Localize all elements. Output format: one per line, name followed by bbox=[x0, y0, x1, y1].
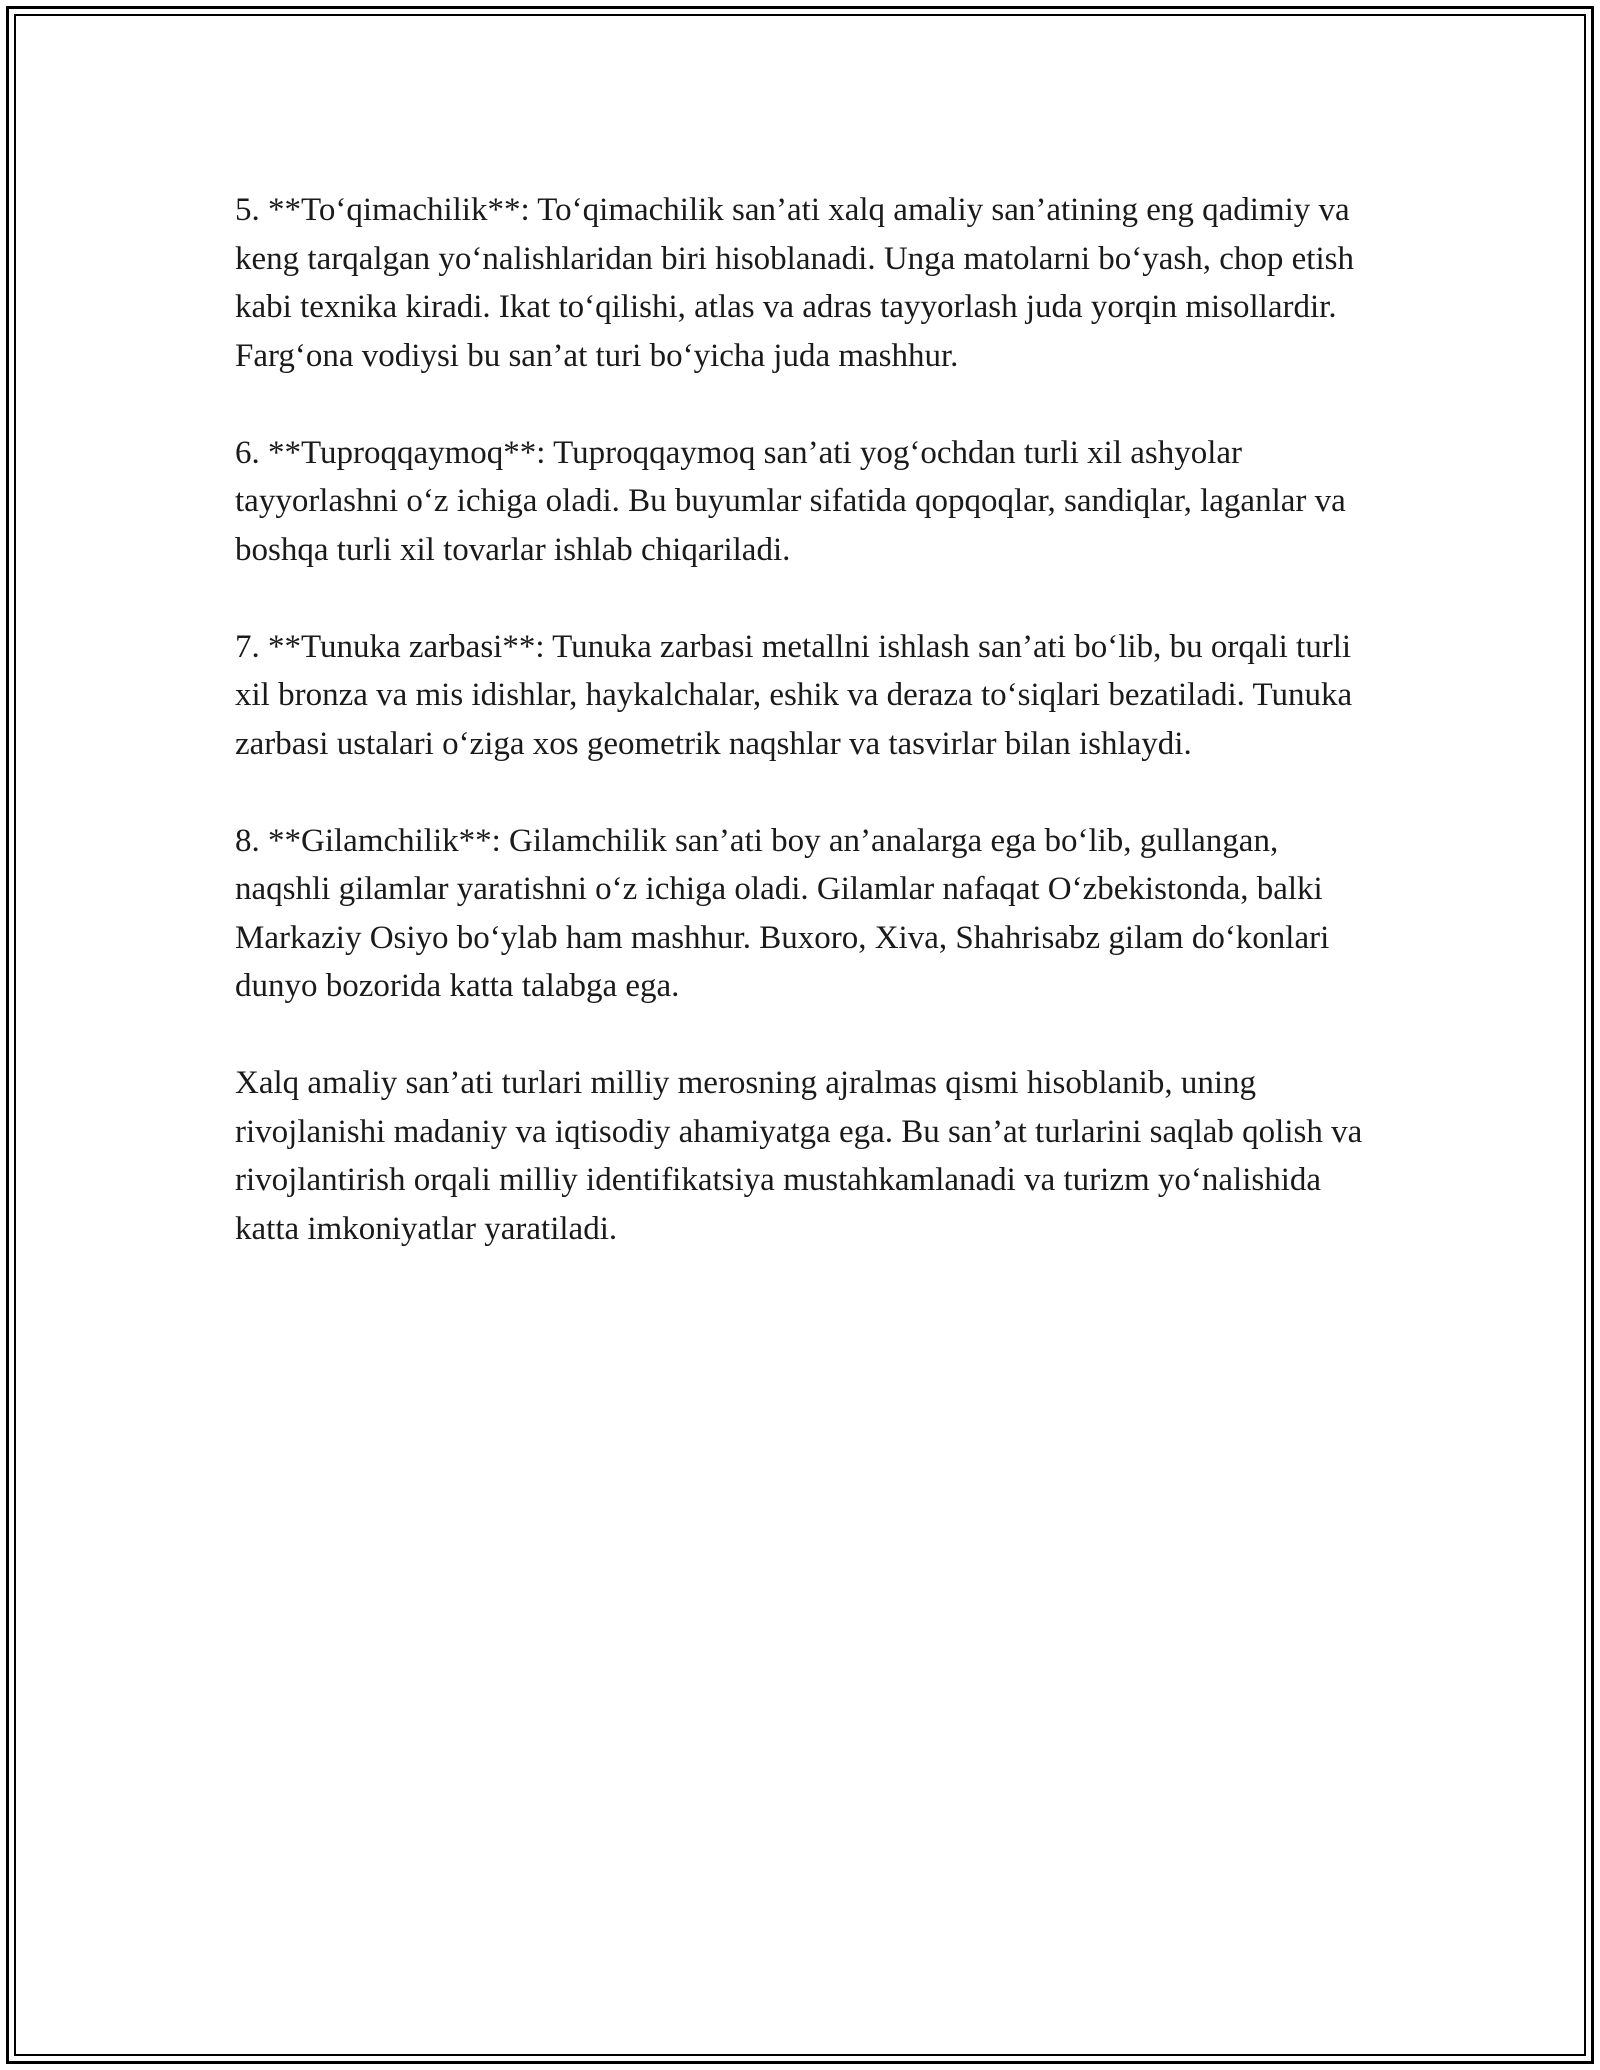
paragraph-carpet-weaving: 8. **Gilamchilik**: Gilamchilik san’ati boy an’analarga ega bo‘lib, gullangan, naqshli gilamlar yaratishni o‘z ichiga oladi. Gilamlar nafaqat O‘zbekistonda, balki Markaziy Osiyo bo‘ylab ham mashhur. Buxoro, Xiva, Shahrisabz gilam do‘konlari dunyo bozorida katta talabga ega. bbox=[235, 822, 1330, 1004]
paragraph-woodwork: 6. **Tuproqqaymoq**: Tuproqqaymoq san’ati yog‘ochdan turli xil ashyolar tayyorlashni o‘z ichiga oladi. Bu buyumlar sifatida qopqoqlar, sandiqlar, laganlar va boshqa turli xil tovarlar ishlab chiqariladi. bbox=[235, 434, 1346, 568]
page-content bbox=[235, 186, 1375, 1302]
paragraph-metalwork: 7. **Tunuka zarbasi**: Tunuka zarbasi metallni ishlash san’ati bo‘lib, bu orqali turli xil bronza va mis idishlar, haykalchalar, eshik va deraza to‘siqlari bezatiladi. Tunuka zarbasi ustalari o‘ziga xos geometrik naqshlar va tasvirlar bilan ishlaydi. bbox=[235, 628, 1353, 762]
paragraph-textile: 5. **To‘qimachilik**: To‘qimachilik san’ati xalq amaliy san’atining eng qadimiy va keng tarqalgan yo‘nalishlaridan biri hisoblanadi. Unga matolarni bo‘yash, chop etish kabi texnika kiradi. Ikat to‘qilishi, atlas va adras tayyorlash juda yorqin misollardir. Farg‘ona vodiysi bu san’at turi bo‘yicha juda mashhur. bbox=[235, 192, 1354, 374]
paragraph-conclusion: Xalq amaliy san’ati turlari milliy merosning ajralmas qismi hisoblanib, uning rivojlanishi madaniy va iqtisodiy ahamiyatga ega. Bu san’at turlarini saqlab qolish va rivojlantirish orqali milliy identifikatsiya mustahkamlanadi va turizm yo‘nalishida katta imkoniyatlar yaratiladi. bbox=[235, 1065, 1363, 1247]
